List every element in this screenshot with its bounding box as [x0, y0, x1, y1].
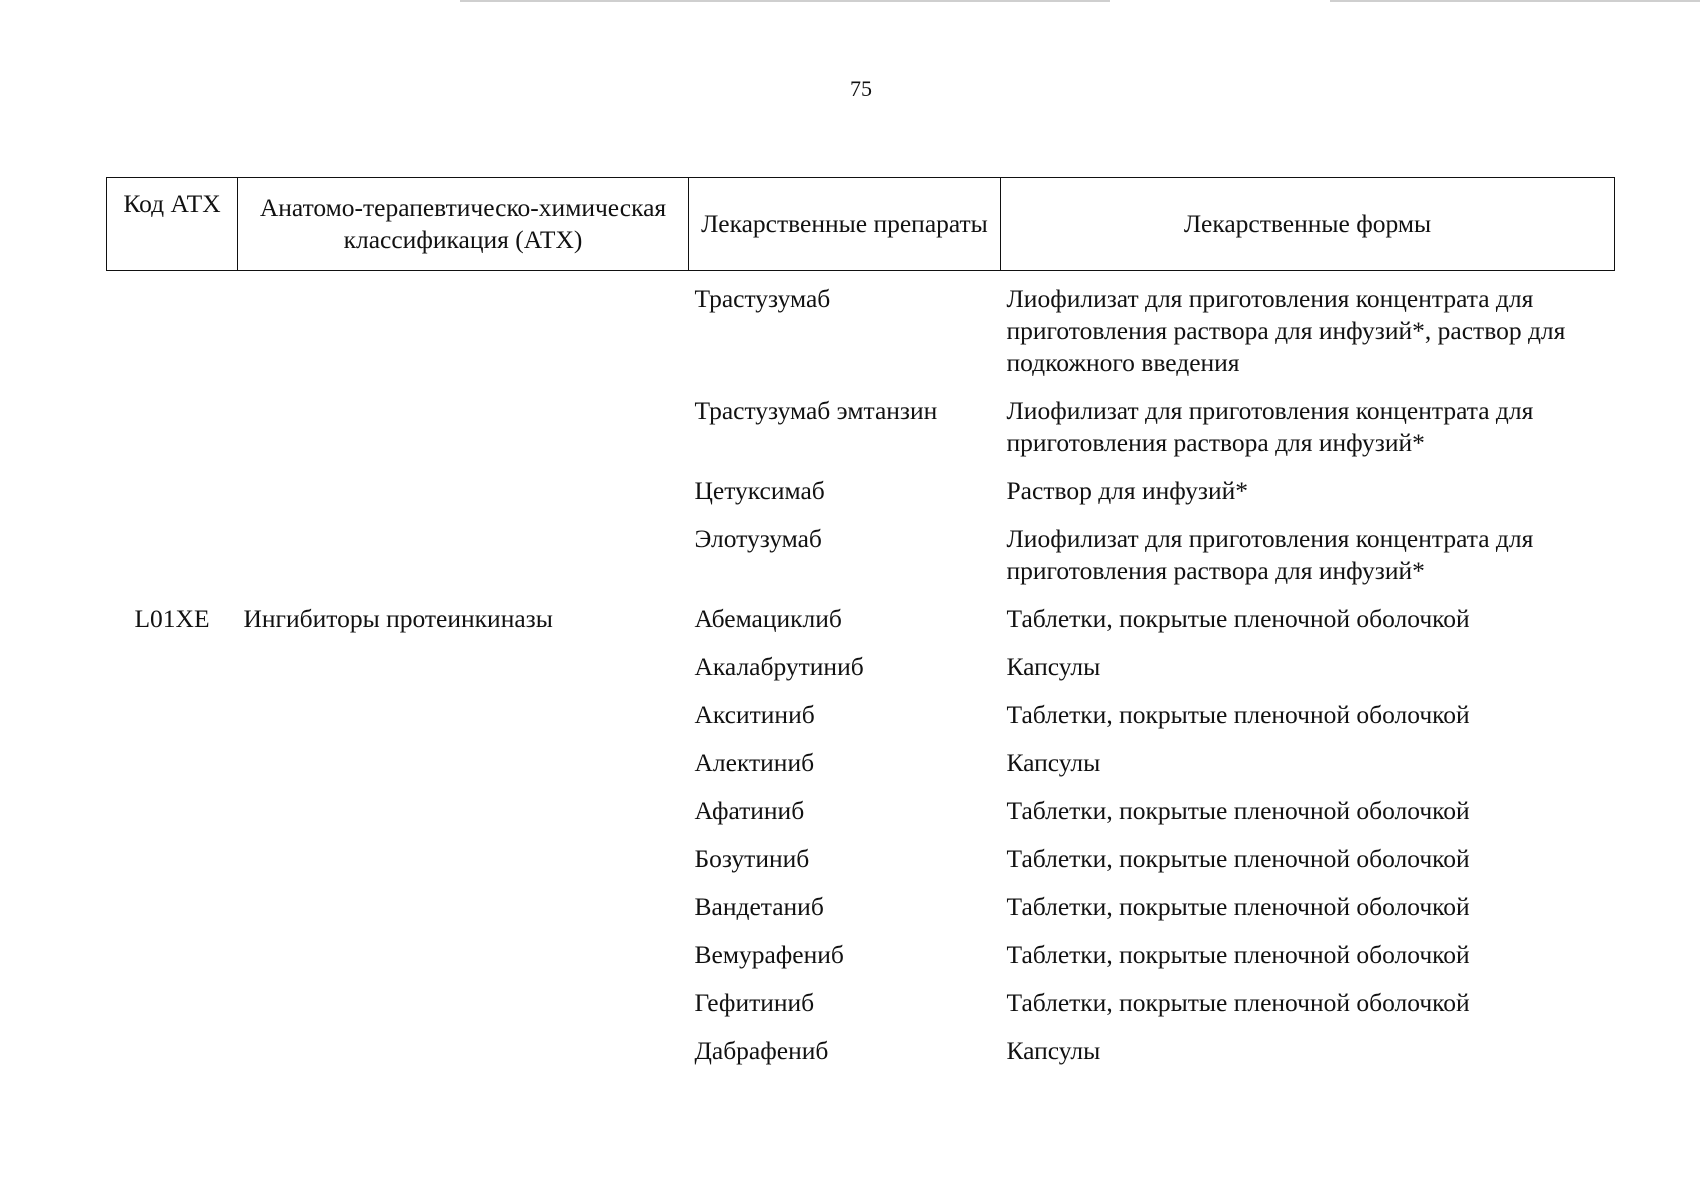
table-row [107, 523, 1615, 603]
atx-classification-cell [238, 271, 689, 396]
atx-classification-cell [238, 651, 689, 699]
table-row [107, 475, 1615, 523]
atx-code-cell [107, 475, 238, 523]
drug-name-cell: Акалабрутиниб [694, 652, 864, 681]
drug-name-cell: Акситиниб [694, 700, 815, 729]
table-row [107, 891, 1615, 939]
drug-name-cell: Афатиниб [694, 796, 805, 825]
drug-name-cell: Абемациклиб [694, 604, 842, 633]
dosage-form-cell: Таблетки, покрытые пленочной оболочкой [1006, 844, 1470, 873]
dosage-form-cell: Лиофилизат для приготовления концентрата для приготовления раствора для инфузий* [1006, 524, 1534, 585]
dosage-form-cell: Таблетки, покрытые пленочной оболочкой [1006, 940, 1470, 969]
atx-code-cell [107, 699, 238, 747]
dosage-form-cell: Таблетки, покрытые пленочной оболочкой [1006, 988, 1470, 1017]
atx-classification-cell [238, 523, 689, 603]
dosage-form-cell: Капсулы [1006, 652, 1101, 681]
drug-name-cell: Дабрафениб [694, 1036, 829, 1065]
table-body [107, 271, 1615, 1084]
header-dosage-forms: Лекарственные формы [1001, 178, 1615, 271]
table-row [107, 1035, 1615, 1083]
table-row [107, 395, 1615, 475]
atx-classification-cell [238, 395, 689, 475]
atx-code-cell [107, 795, 238, 843]
atx-code-cell [107, 747, 238, 795]
atx-code-cell [107, 1035, 238, 1083]
dosage-form-cell: Капсулы [1006, 748, 1101, 777]
atx-drug-table [106, 177, 1615, 1083]
drug-name-cell: Бозутиниб [694, 844, 810, 873]
table-row [107, 795, 1615, 843]
atx-code-cell [107, 939, 238, 987]
dosage-form-cell: Раствор для инфузий* [1006, 476, 1249, 505]
atx-code-cell [107, 523, 238, 603]
scan-edge-line [460, 0, 1110, 2]
atx-classification-cell [238, 475, 689, 523]
atx-classification-cell [238, 1035, 689, 1083]
table-row [107, 651, 1615, 699]
dosage-form-cell: Таблетки, покрытые пленочной оболочкой [1006, 796, 1470, 825]
table-row [107, 603, 1615, 651]
drug-name-cell: Вемурафениб [694, 940, 844, 969]
atx-classification-cell [238, 795, 689, 843]
table-header-row [107, 178, 1615, 271]
header-drugs: Лекарственные препараты [689, 178, 1001, 271]
atx-code-cell [107, 843, 238, 891]
drug-name-cell: Элотузумаб [694, 524, 822, 553]
atx-code-cell [107, 891, 238, 939]
drug-name-cell: Цетуксимаб [694, 476, 825, 505]
dosage-form-cell: Таблетки, покрытые пленочной оболочкой [1006, 892, 1470, 921]
drug-name-cell: Трастузумаб [694, 284, 831, 313]
table-row [107, 843, 1615, 891]
atx-code-cell [107, 395, 238, 475]
atx-code-cell [107, 987, 238, 1035]
dosage-form-cell: Лиофилизат для приготовления концентрата для приготовления раствора для инфузий* [1006, 396, 1534, 457]
table-row [107, 747, 1615, 795]
drug-name-cell: Гефитиниб [694, 988, 815, 1017]
atx-classification-cell [238, 987, 689, 1035]
dosage-form-cell: Лиофилизат для приготовления концентрата для приготовления раствора для инфузий*, раствор для подкожного введения [1006, 284, 1566, 377]
drug-name-cell: Вандетаниб [694, 892, 824, 921]
atx-classification-cell [238, 699, 689, 747]
dosage-form-cell: Таблетки, покрытые пленочной оболочкой [1006, 604, 1470, 633]
header-atx-classification: Анатомо-терапевтическо-химическая классификация (АТХ) [238, 178, 689, 271]
atx-code-cell [107, 651, 238, 699]
table-row [107, 699, 1615, 747]
table-row [107, 939, 1615, 987]
table-row [107, 271, 1615, 396]
atx-classification-cell [238, 747, 689, 795]
dosage-form-cell: Капсулы [1006, 1036, 1101, 1065]
page-number: 75 [850, 76, 872, 101]
atx-classification-cell: Ингибиторы протеинкиназы [243, 604, 553, 633]
scan-edge-line [1330, 0, 1700, 2]
drug-name-cell: Алектиниб [694, 748, 815, 777]
atx-classification-cell [238, 843, 689, 891]
dosage-form-cell: Таблетки, покрытые пленочной оболочкой [1006, 700, 1470, 729]
atx-code-cell [107, 271, 238, 396]
atx-code-cell: L01XE [134, 604, 210, 633]
drug-name-cell: Трастузумаб эмтанзин [694, 396, 938, 425]
atx-classification-cell [238, 939, 689, 987]
header-atx-code: Код АТХ [107, 178, 238, 271]
atx-classification-cell [238, 891, 689, 939]
table-row [107, 987, 1615, 1035]
